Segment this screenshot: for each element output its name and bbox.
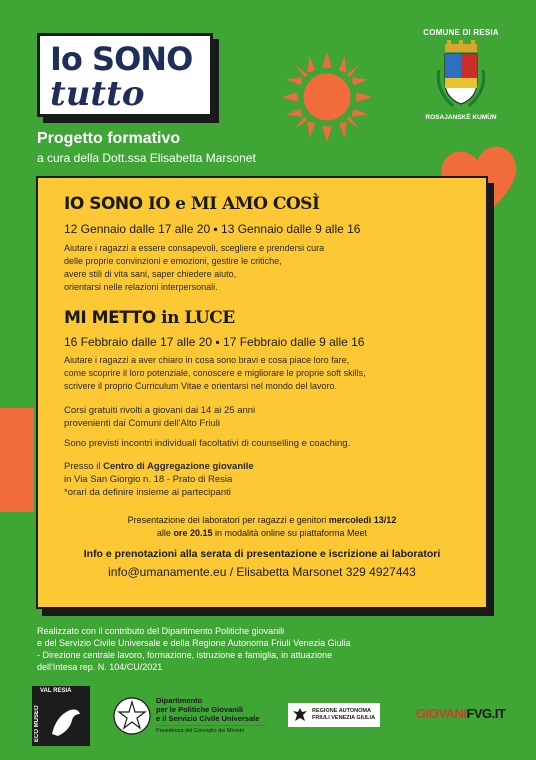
venue-name: Centro di Aggregazione giovanile <box>103 461 254 472</box>
sun-icon <box>278 48 376 146</box>
program-title: Progetto formativo <box>37 130 181 147</box>
counselling-info: Sono previsti incontri individuali facoltativi di counselling e coaching. <box>64 438 351 449</box>
decorative-orange-bar <box>0 408 34 512</box>
regione-line: REGIONE AUTONOMA <box>312 708 371 714</box>
section1-title-a: IO SONO <box>64 194 148 214</box>
section1-title-b: IO e MI AMO COSÌ <box>148 194 320 214</box>
ecomuseo-top-text: VAL RESIA <box>40 688 72 694</box>
venue-note: *orari da definire insieme ai partecipanti <box>64 487 231 498</box>
giovanifvg-a: GIOVANI <box>416 706 467 721</box>
section2-dates: 16 Febbraio dalle 17 alle 20 ▪ 17 Febbraio dalle 9 alle 16 <box>64 335 365 349</box>
footer-line: dell'Intesa rep. N. 104/CU/2021 <box>37 662 163 672</box>
footer-line: - Direzione centrale lavoro, formazione, istruzione e famiglia, in attuazione <box>37 650 333 660</box>
regione-name <box>312 708 375 722</box>
section1-body-line: orientarsi nelle relazioni interpersonali. <box>64 282 218 292</box>
courses-line: provenienti dai Comuni dell'Alto Friuli <box>64 418 220 429</box>
comune-name: COMUNE DI RESIA <box>423 28 499 37</box>
footer-line: Realizzato con il contributo del Dipartimento Politiche giovanili <box>37 626 285 636</box>
dipartimento-logo <box>108 688 278 744</box>
title-line-1: Io SONO <box>50 40 193 78</box>
section2-body-line: come scoprire il loro potenziale, conoscere e migliorare le proprie soft skills, <box>64 368 366 378</box>
title-logo-box <box>37 33 213 117</box>
contact-line: info@umanamente.eu / Elisabetta Marsonet 329 4927443 <box>108 565 416 579</box>
footer-credits <box>37 625 457 673</box>
title-line-2: tutto <box>50 74 145 114</box>
section2-body <box>64 354 474 393</box>
regione-line: FRIULI VENEZIA GIULIA <box>312 715 376 721</box>
ecomuseo-side-text: ECO MUSEO <box>34 705 40 742</box>
bird-icon <box>46 700 86 740</box>
contact-heading: Info e prenotazioni alla serata di presentazione e iscrizione ai laboratori <box>83 548 441 560</box>
dipartimento-line: e il Servizio Civile Universale <box>156 714 260 723</box>
ecomuseo-logo <box>32 686 90 746</box>
presentation-date: mercoledì 13/12 <box>328 515 397 525</box>
divider <box>156 725 266 726</box>
dipartimento-line: Dipartimento <box>156 696 203 705</box>
section1-body-line: delle proprie convinzioni e emozioni, gestire le critiche, <box>64 256 282 266</box>
section1-title <box>64 194 319 214</box>
venue-address: in Via San Giorgio n. 18 - Prato di Resia <box>64 474 233 485</box>
presentation-info <box>38 514 486 540</box>
section2-title <box>64 308 235 328</box>
presentation-text: in modalità online su piattaforma Meet <box>212 528 368 538</box>
giovanifvg-logo <box>416 706 505 721</box>
courses-info <box>64 404 255 430</box>
section1-body <box>64 242 474 294</box>
presentation-time: ore 20.15 <box>173 528 213 538</box>
courses-line: Corsi gratuiti rivolti a giovani dai 14 ai 25 anni <box>64 405 256 416</box>
content-card <box>36 176 488 609</box>
section2-body-line: scrivere il proprio Curriculum Vitae e orientarsi nel mondo del lavoro. <box>64 381 337 391</box>
section2-title-a: MI METTO <box>64 308 162 328</box>
venue-info <box>64 460 254 499</box>
dipartimento-line: per le Politiche Giovanili <box>156 705 244 714</box>
comune-name-local: ROSAJANSKÉ KUMÜN <box>425 114 497 121</box>
comune-logo <box>416 28 506 121</box>
section1-dates: 12 Gennaio dalle 17 alle 20 ▪ 13 Gennaio dalle 9 alle 16 <box>64 222 361 236</box>
emblem-icon <box>112 694 152 738</box>
dipartimento-name <box>156 696 259 723</box>
section2-body-line: Aiutare i ragazzi a aver chiaro in cosa sono bravi e cosa piace loro fare, <box>64 355 350 365</box>
crest-icon <box>433 40 489 112</box>
dipartimento-sub: Presidenza del Consiglio dei Ministri <box>156 728 245 734</box>
program-subtitle: a cura della Dott.ssa Elisabetta Marsonet <box>37 151 256 165</box>
regione-logo <box>288 703 380 727</box>
presentation-text: Presentazione dei laboratori per ragazzi e genitori <box>127 515 329 525</box>
section1-body-line: Aiutare i ragazzi a essere consapevoli, scegliere e prendersi cura <box>64 243 325 253</box>
sponsor-logos <box>32 686 512 746</box>
venue-prefix: Presso il <box>64 461 104 472</box>
eagle-icon <box>292 706 308 724</box>
presentation-text: alle <box>156 528 174 538</box>
giovanifvg-b: FVG.IT <box>466 706 506 721</box>
section2-title-b: in LUCE <box>161 308 235 328</box>
section1-body-line: avere stili di vita sani, saper chiedere aiuto, <box>64 269 237 279</box>
footer-line: e del Servizio Civile Universale e della Regione Autonoma Friuli Venezia Giulia <box>37 638 351 648</box>
